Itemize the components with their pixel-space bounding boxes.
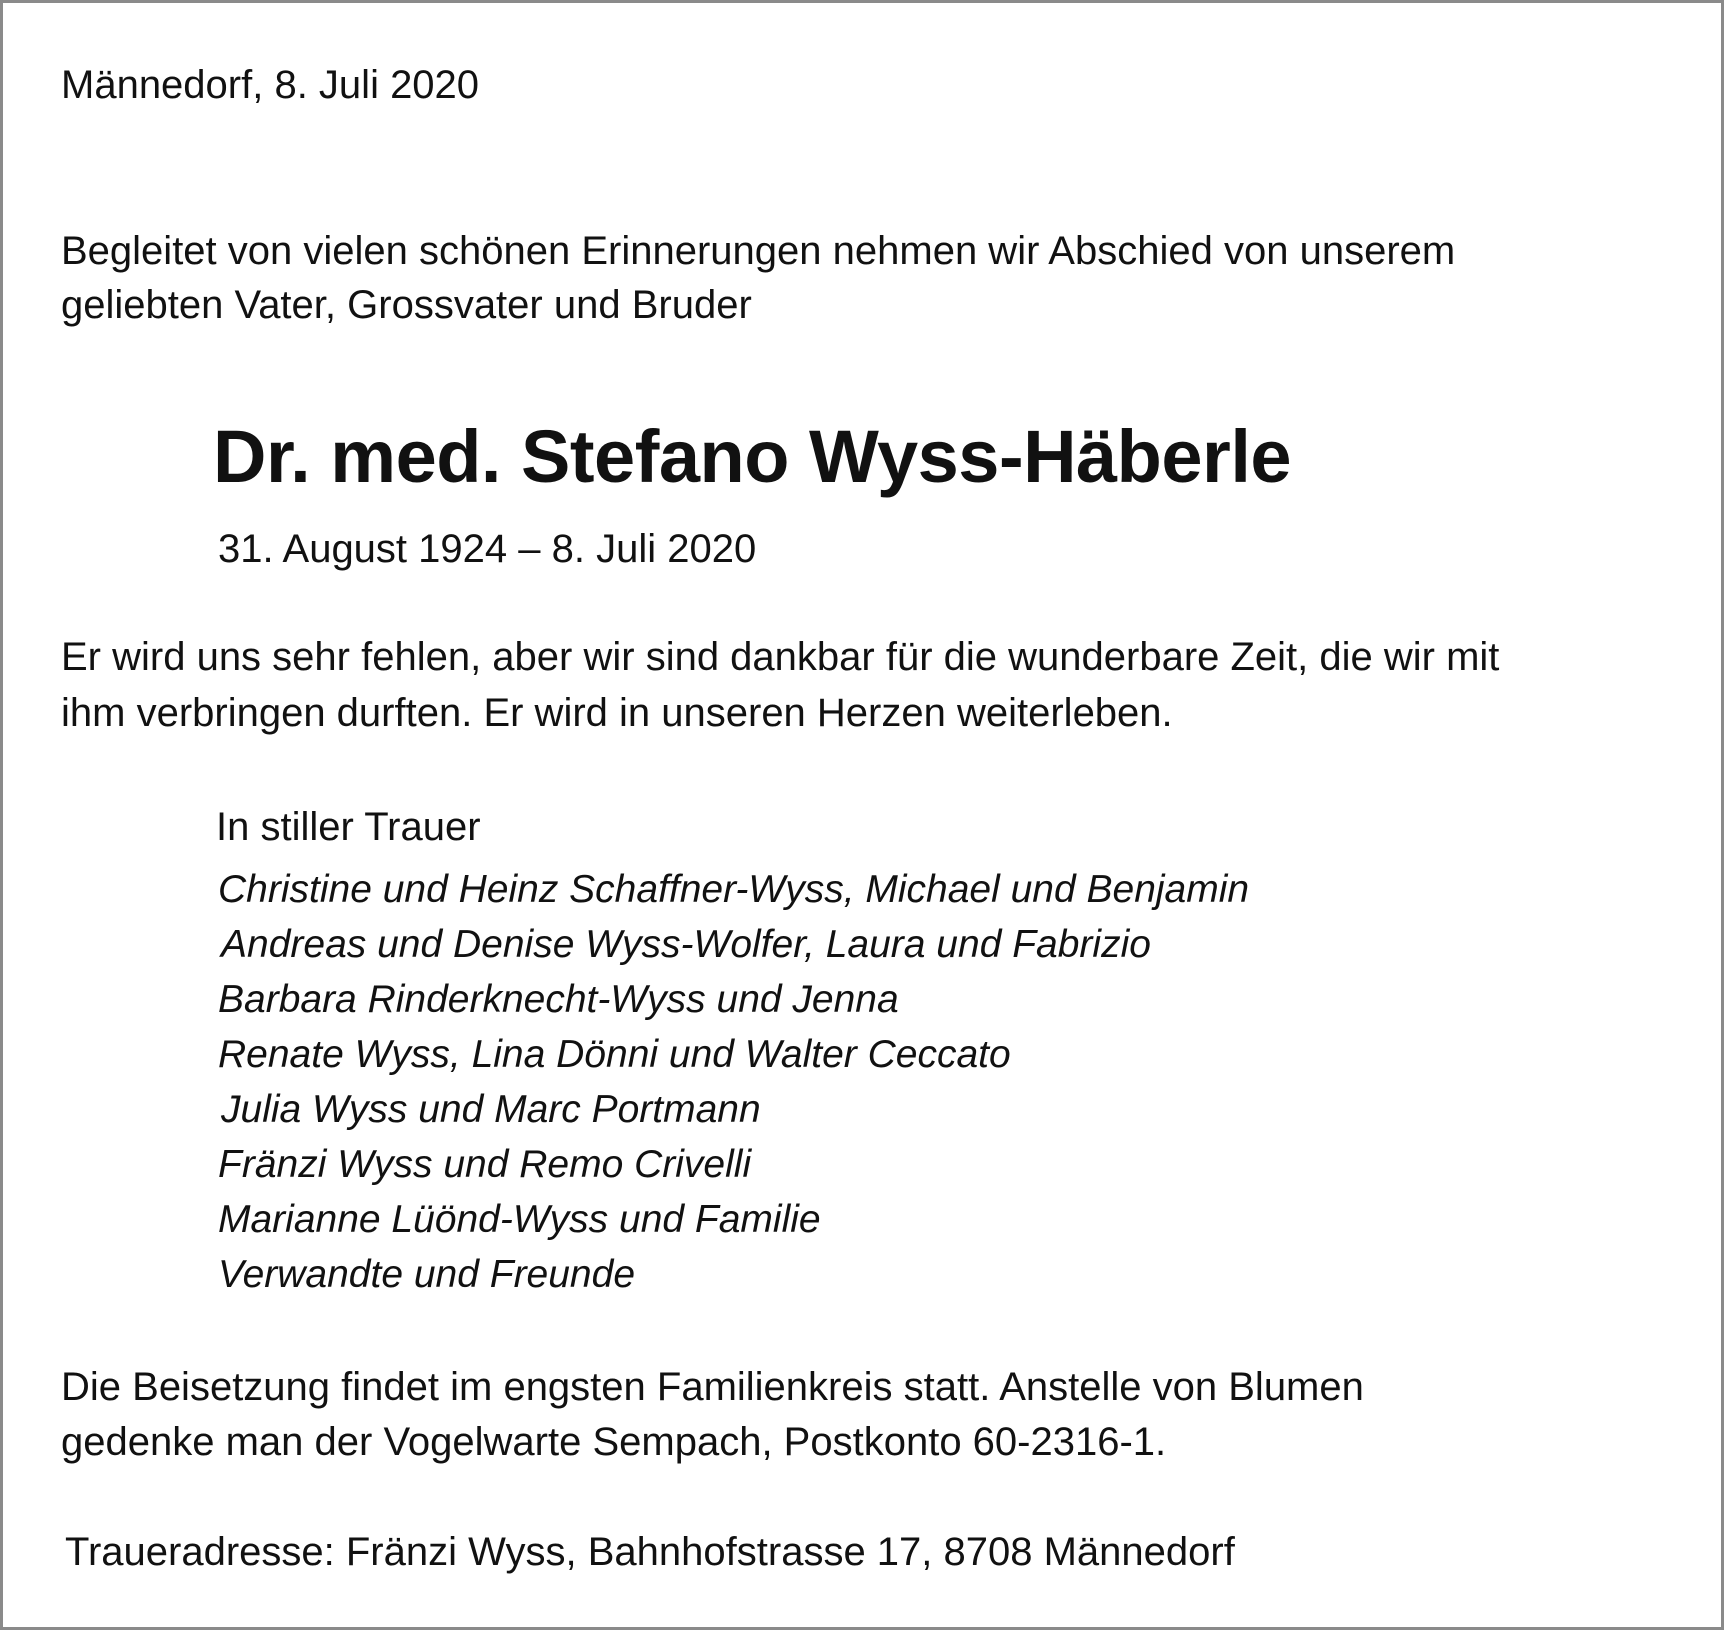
mourning-address: Traueradresse: Fränzi Wyss, Bahnhofstrasse 17, 8708 Männedorf	[65, 1530, 1235, 1574]
mourner-entry: Fränzi Wyss und Remo Crivelli	[218, 1143, 752, 1186]
burial-line-1: Die Beisetzung findet im engsten Familienkreis statt. Anstelle von Blumen	[61, 1365, 1364, 1409]
message-line-1: Er wird uns sehr fehlen, aber wir sind dankbar für die wunderbare Zeit, die wir mit	[61, 635, 1500, 679]
deceased-name: Dr. med. Stefano Wyss-Häberle	[213, 415, 1292, 498]
mourner-entry: Julia Wyss und Marc Portmann	[221, 1088, 761, 1131]
message-line-2: ihm verbringen durften. Er wird in unseren Herzen weiterleben.	[61, 691, 1173, 735]
lifespan-dates: 31. August 1924 – 8. Juli 2020	[218, 527, 757, 571]
mourner-entry: Renate Wyss, Lina Dönni und Walter Ceccato	[218, 1033, 1011, 1076]
mourner-entry: Marianne Lüönd-Wyss und Familie	[218, 1198, 821, 1241]
mourner-entry: Barbara Rinderknecht-Wyss und Jenna	[218, 978, 899, 1021]
intro-line-2: geliebten Vater, Grossvater und Bruder	[61, 283, 752, 327]
mourner-entry: Christine und Heinz Schaffner-Wyss, Michael und Benjamin	[218, 868, 1250, 911]
burial-line-2: gedenke man der Vogelwarte Sempach, Postkonto 60-2316-1.	[61, 1420, 1167, 1464]
mourning-label: In stiller Trauer	[216, 805, 481, 849]
mourner-entry: Verwandte und Freunde	[218, 1253, 636, 1296]
place-and-date: Männedorf, 8. Juli 2020	[61, 63, 480, 107]
intro-line-1: Begleitet von vielen schönen Erinnerungen nehmen wir Abschied von unserem	[61, 229, 1456, 273]
mourner-entry: Andreas und Denise Wyss-Wolfer, Laura und Fabrizio	[221, 923, 1151, 966]
